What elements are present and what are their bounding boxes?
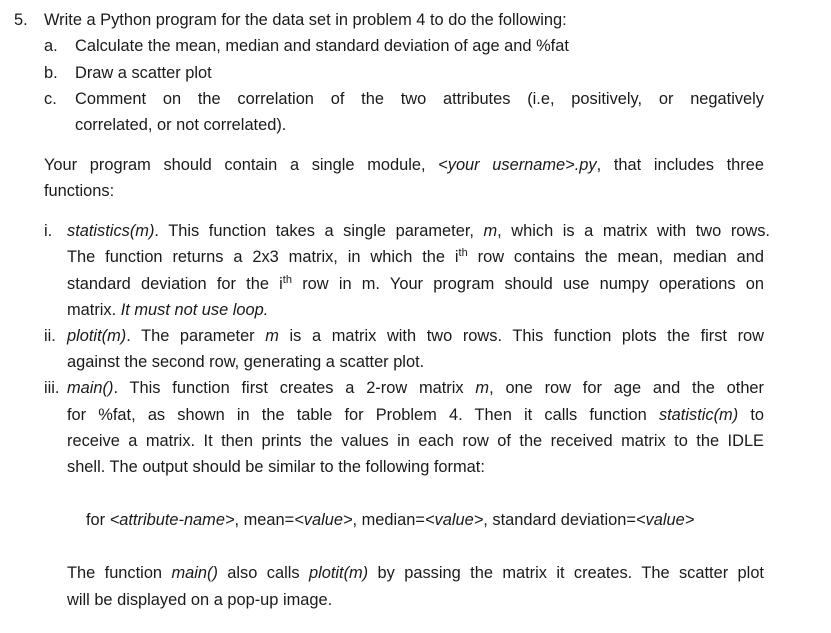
module-paragraph-line1: Your program should contain a single module, <your username>.py, that includes three (44, 156, 764, 174)
function-i-line3: standard deviation for the $i^{th}$ row in m. Your program should use numpy operations on (67, 274, 764, 293)
problem-intro: Write a Python program for the data set in problem 4 to do the following: (44, 11, 567, 29)
function-statistics-name: statistics(m) (67, 222, 155, 240)
function-i-marker: i. (44, 222, 53, 240)
function-i-line1: statistics(m). This function takes a single parameter, m, which is a matrix with two rows. (67, 222, 770, 240)
task-c-marker: c. (44, 90, 57, 108)
function-ii-marker: ii. (44, 327, 56, 345)
function-iii-marker: iii. (44, 379, 60, 397)
function-iii-line2: for %fat, as shown in the table for Problem 4. Then it calls function statistic(m) to (67, 406, 764, 424)
closing-line1: The function main() also calls plotit(m) by passing the matrix it creates. The scatter plot (67, 564, 764, 582)
task-c-text-line1: Comment on the correlation of the two attributes (i.e, positively, or negatively (75, 90, 764, 108)
function-iii-line1: main(). This function first creates a 2-row matrix m, one row for age and the other (67, 379, 765, 397)
problem-number: 5. (14, 11, 28, 29)
closing-line2: will be displayed on a pop-up image. (67, 591, 333, 609)
function-main-name: main() (67, 379, 114, 397)
task-c-text-line2: correlated, or not correlated). (75, 116, 287, 134)
task-a-marker: a. (44, 37, 58, 55)
module-filename: <your username>.py (438, 156, 597, 174)
function-i-line4: matrix. It must not use loop. (67, 301, 269, 319)
function-ii-line2: against the second row, generating a scatter plot. (67, 353, 425, 371)
function-plotit-name: plotit(m) (67, 327, 127, 345)
function-iii-line3: receive a matrix. It then prints the values in each row of the received matrix to the IDLE (67, 432, 764, 450)
task-a-text: Calculate the mean, median and standard deviation of age and %fat (75, 37, 569, 55)
output-format-line: for <attribute-name>, mean=<value>, median=<value>, standard deviation=<value> (86, 511, 695, 529)
function-ii-line1: plotit(m). The parameter m is a matrix with two rows. This function plots the first row (67, 327, 764, 345)
function-i-line2: The function returns a 2x3 matrix, in which the $i^{th}$ row contains the mean, median and (67, 247, 764, 266)
task-b-text: Draw a scatter plot (75, 64, 212, 82)
function-iii-line4: shell. The output should be similar to the following format: (67, 458, 485, 476)
module-paragraph-line2: functions: (44, 182, 115, 200)
task-b-marker: b. (44, 64, 58, 82)
